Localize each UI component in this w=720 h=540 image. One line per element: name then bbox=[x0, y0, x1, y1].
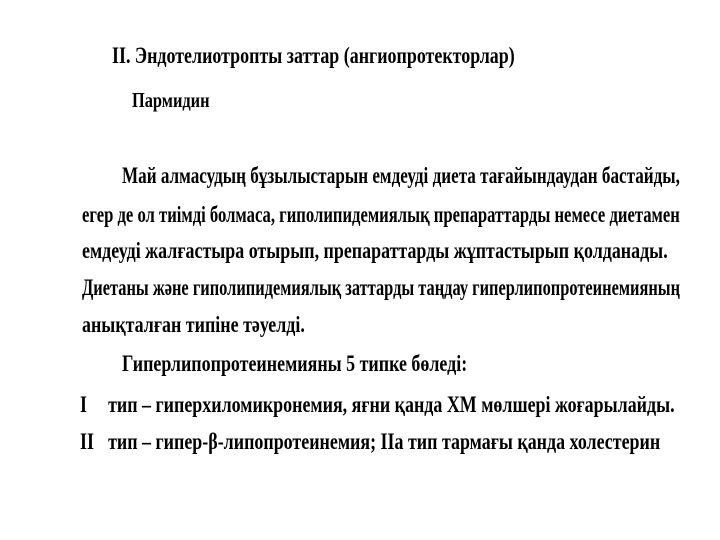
paragraph-line-3: емдеуді жалғастыра отырып, препараттарды жұптастырып қолданады. bbox=[82, 238, 668, 263]
paragraph-line-2: егер де ол тиімді болмаса, гиполипидемиялық препараттарды немесе диетамен bbox=[82, 202, 680, 227]
section-title: II. Эндотелиотропты заттар (ангиопротекторлар) bbox=[112, 43, 515, 68]
types-heading: Гиперлипопротеинемияны 5 типке бөледі: bbox=[122, 351, 468, 376]
type-text: тип – гипер-β-липопротеинемия; IIа тип тармағы қанда холестерин bbox=[108, 429, 661, 454]
paragraph-line-1: Май алмасудың бұзылыстарын емдеуді диета тағайындаудан бастайды, bbox=[122, 163, 680, 188]
type-item-2 bbox=[80, 430, 660, 453]
paragraph-line-4: Диетаны және гиполипидемиялық заттарды таңдау гиперлипопротеинемияның bbox=[82, 275, 681, 300]
type-numeral: II bbox=[80, 429, 94, 454]
type-text: тип – гиперхиломикронемия, яғни қанда ХМ мөлшері жоғарылайды. bbox=[108, 392, 675, 417]
type-numeral: I bbox=[80, 392, 87, 417]
paragraph-line-5: анықталған типіне тәуелді. bbox=[82, 312, 305, 337]
drug-name: Пармидин bbox=[132, 88, 210, 112]
type-item-1 bbox=[80, 393, 675, 416]
